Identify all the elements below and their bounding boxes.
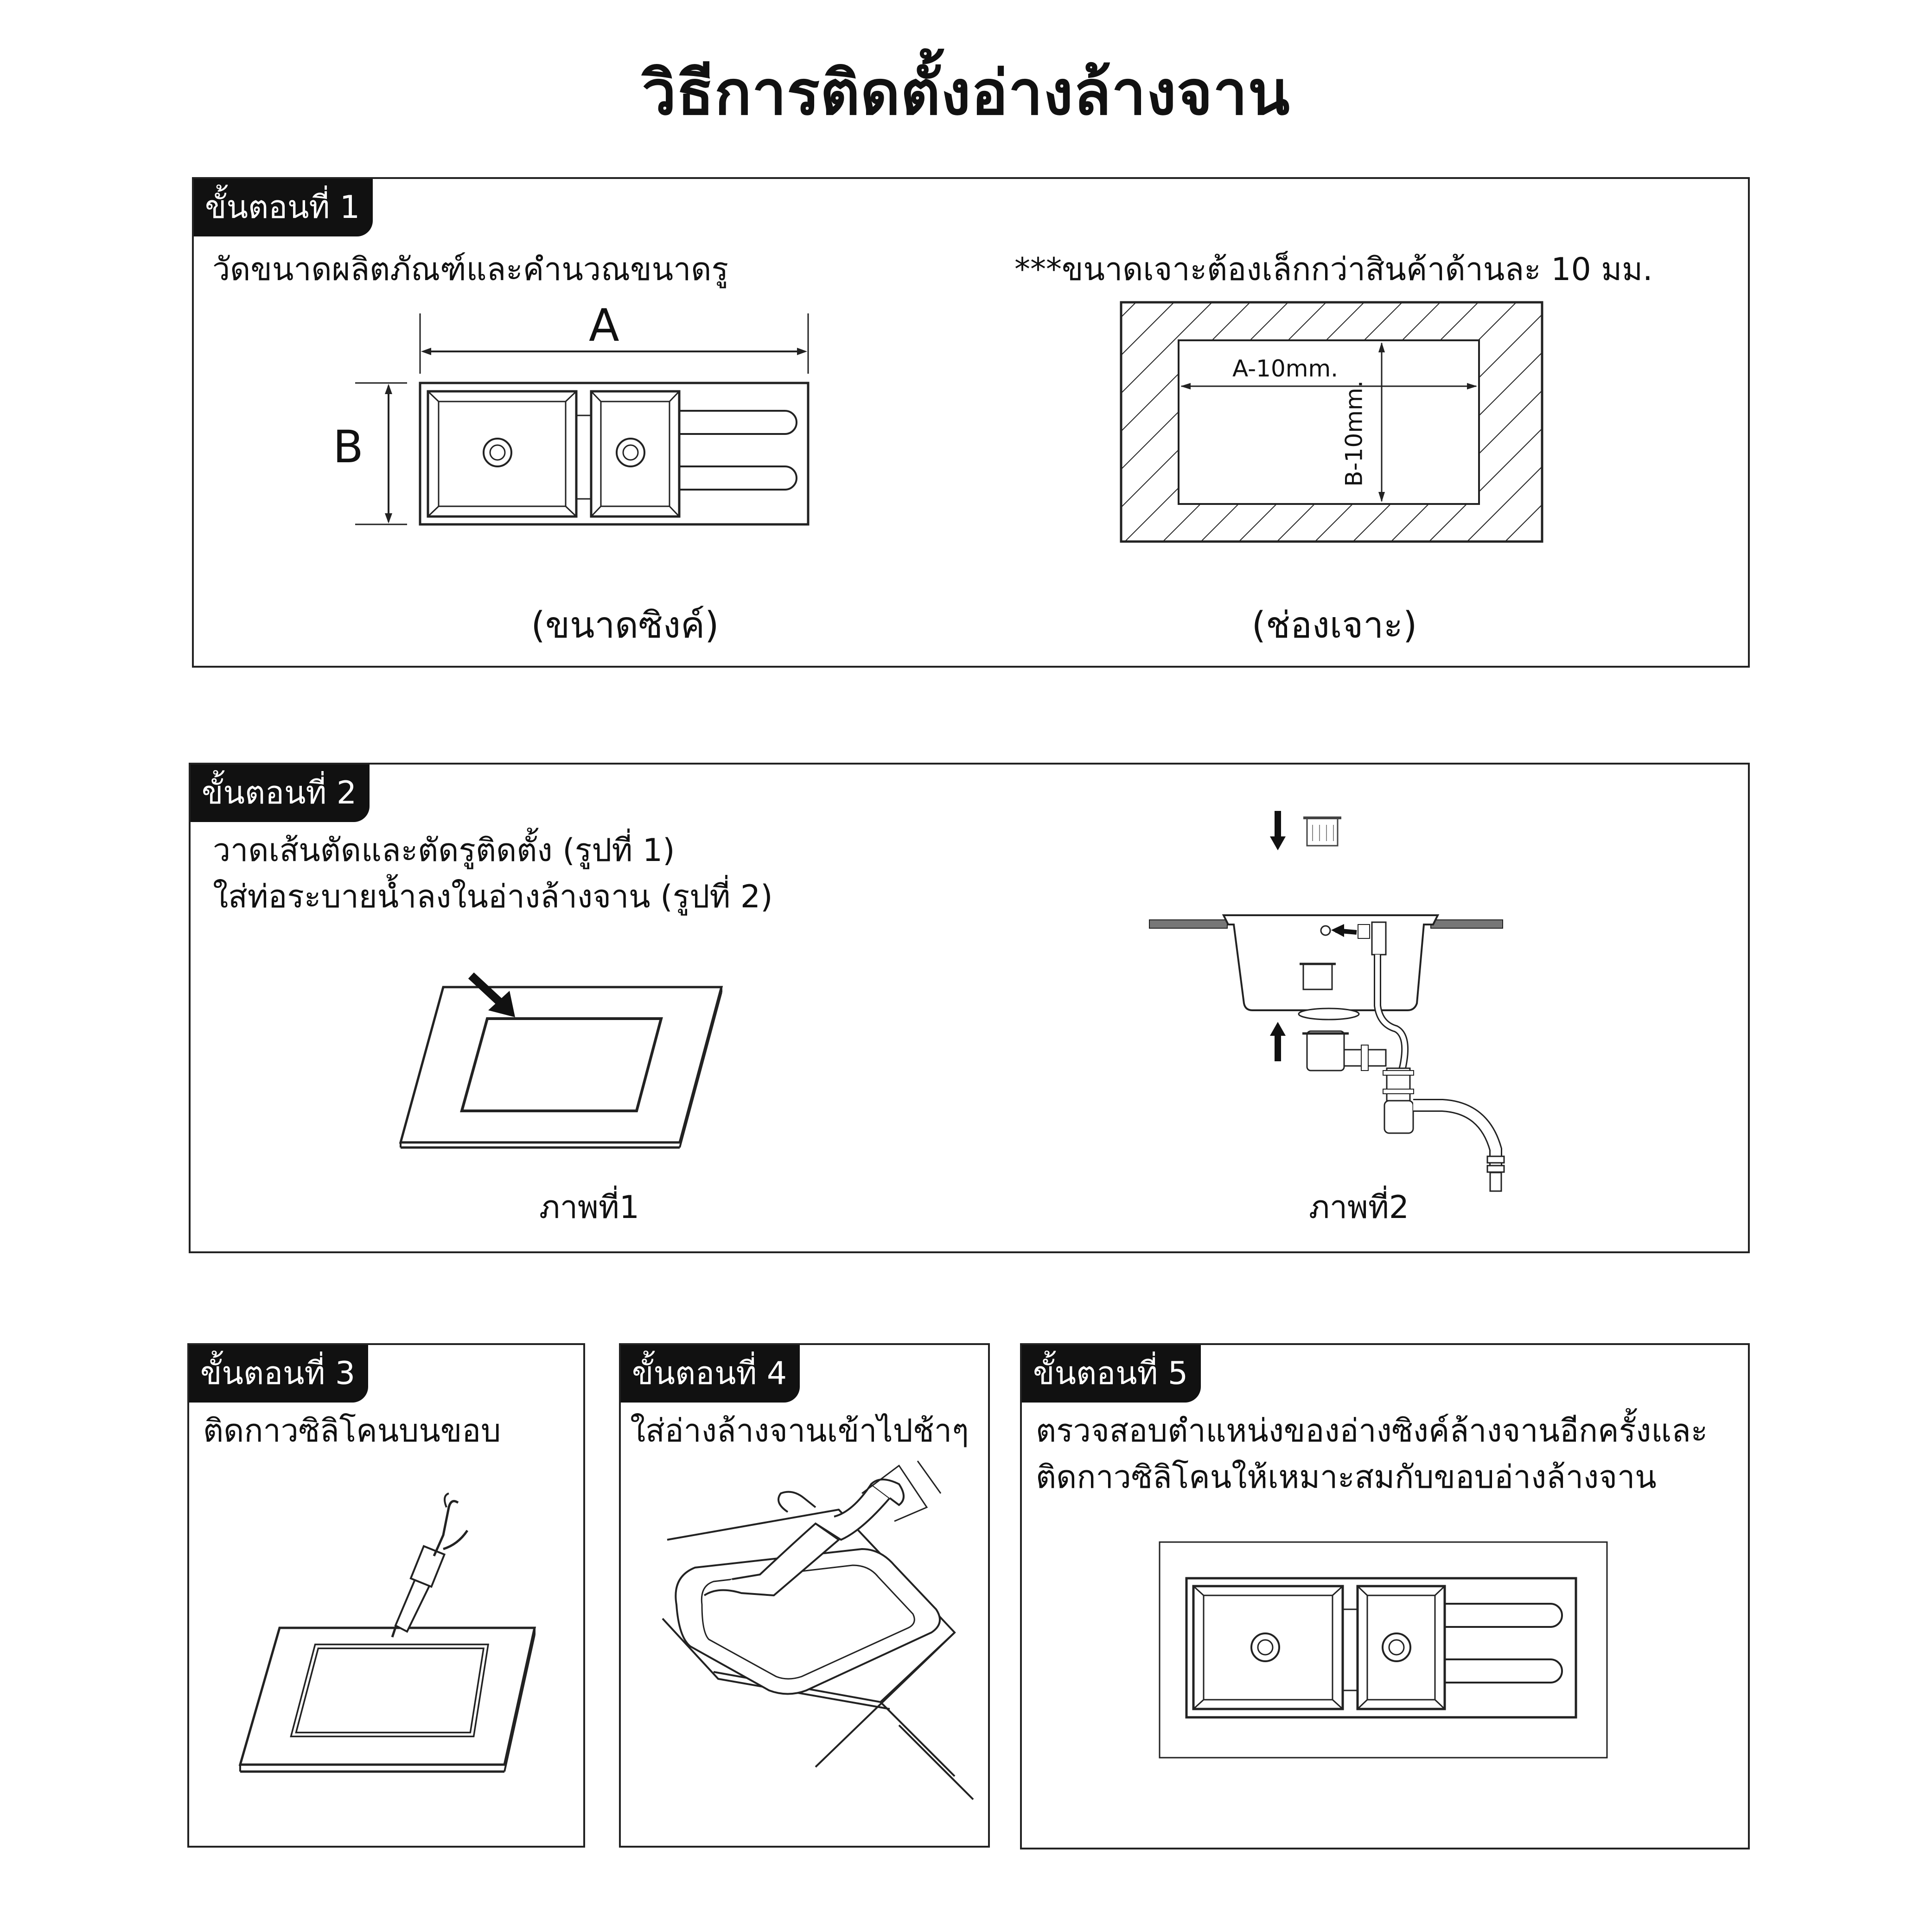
step3-instruction: ติดกาวซิลิโคนบนขอบ bbox=[203, 1413, 501, 1449]
silicone-application-drawing bbox=[189, 1345, 587, 1849]
cutout-b10-label: B-10mm. bbox=[1340, 380, 1368, 487]
step1-instruction: วัดขนาดผลิตภัณฑ์และคำนวณขนาดรู bbox=[212, 251, 728, 288]
step2-panel bbox=[189, 763, 1750, 1253]
step4-badge: ขั้นตอนที่ 4 bbox=[621, 1345, 800, 1403]
dimension-b-label: B bbox=[333, 421, 363, 473]
step2-caption-picture1: ภาพที่1 bbox=[539, 1189, 639, 1226]
step1-caption-cutout: (ช่องเจาะ) bbox=[1251, 605, 1417, 646]
step3-badge: ขั้นตอนที่ 3 bbox=[189, 1345, 368, 1403]
page-title: วิธีการติดตั้งอ่างล้างจาน bbox=[642, 57, 1290, 129]
step5-panel bbox=[1020, 1343, 1750, 1849]
step2-caption-picture2: ภาพที่2 bbox=[1309, 1189, 1409, 1226]
cutout-hatched-drawing bbox=[194, 179, 1752, 643]
step4-panel bbox=[619, 1343, 990, 1848]
drain-installation-drawing bbox=[191, 765, 1752, 1255]
step3-panel bbox=[187, 1343, 585, 1848]
sink-placement-drawing bbox=[621, 1345, 992, 1849]
step1-note: ***ขนาดเจาะต้องเล็กกว่าสินค้าด้านละ 10 มม. bbox=[1014, 251, 1653, 288]
dimension-a-label: A bbox=[589, 300, 619, 351]
step1-panel bbox=[192, 177, 1750, 668]
step1-badge: ขั้นตอนที่ 1 bbox=[194, 179, 373, 236]
step4-instruction: ใส่อ่างล้างจานเข้าไปช้าๆ bbox=[630, 1413, 969, 1449]
step2-line2: ใส่ท่อระบายน้ำลงในอ่างล้างจาน (รูปที่ 2) bbox=[213, 879, 773, 915]
step1-caption-sink-size: (ขนาดซิงค์) bbox=[531, 605, 719, 646]
step2-badge: ขั้นตอนที่ 2 bbox=[191, 765, 370, 822]
installed-sink-drawing bbox=[1022, 1345, 1752, 1851]
step5-line1: ตรวจสอบตำแหน่งของอ่างซิงค์ล้างจานอีกครั้งและ bbox=[1036, 1413, 1708, 1449]
step5-line2: ติดกาวซิลิโคนให้เหมาะสมกับขอบอ่างล้างจาน bbox=[1036, 1459, 1657, 1496]
step5-badge: ขั้นตอนที่ 5 bbox=[1022, 1345, 1201, 1403]
step2-line1: วาดเส้นตัดและตัดรูติดตั้ง (รูปที่ 1) bbox=[213, 832, 675, 869]
cutout-a10-label: A-10mm. bbox=[1232, 355, 1339, 382]
